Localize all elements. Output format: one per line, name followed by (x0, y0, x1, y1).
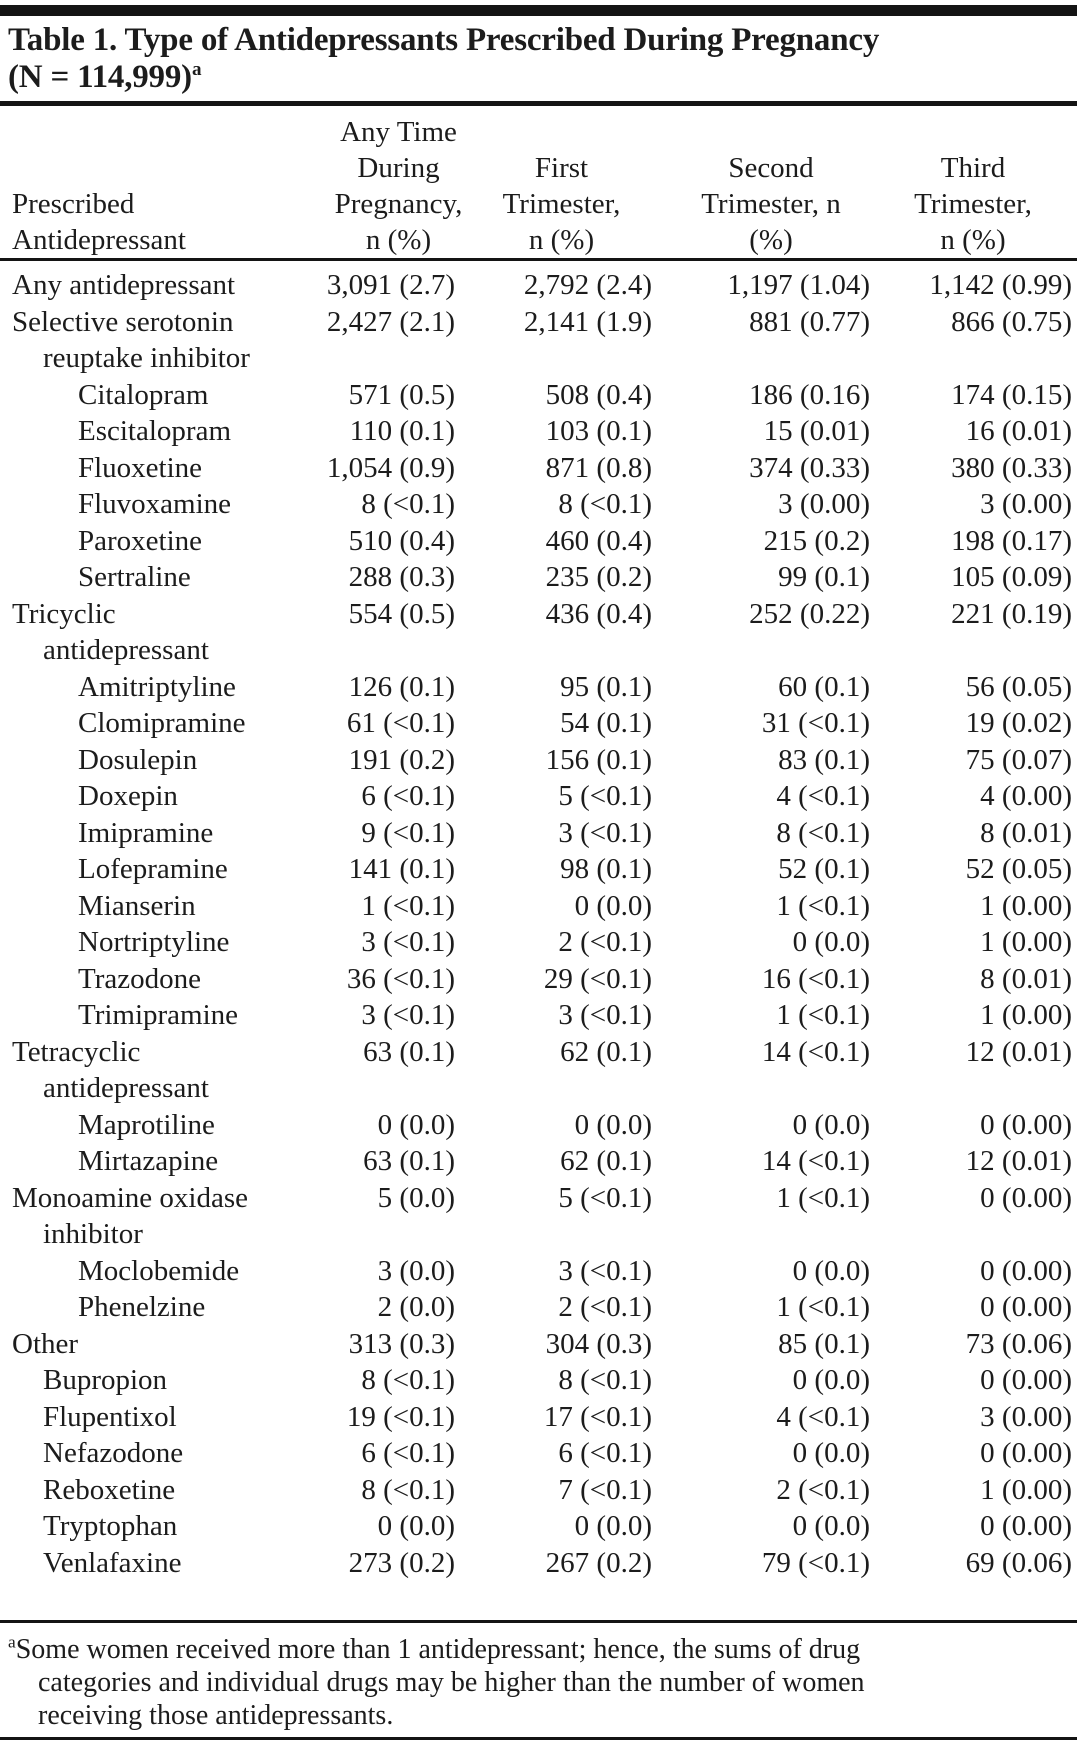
column-header-line: Pregnancy, (334, 188, 463, 220)
value-cell: 313 (0.3) (348, 1327, 455, 1360)
table-title-note-marker: a (191, 59, 202, 80)
column-header-line: Trimester, (502, 188, 621, 220)
drug-label: Mianserin (78, 889, 196, 922)
table-title-line2: (N = 114,999) (8, 59, 192, 95)
value-cell: 29 (<0.1) (543, 962, 652, 995)
value-cell: 0 (0.0) (574, 889, 652, 922)
drug-label-cell (0, 742, 270, 779)
value-cell: 4 (<0.1) (776, 780, 870, 812)
column-header-line: Prescribed (12, 188, 135, 220)
table-title (8, 22, 1068, 96)
drug-label: Maprotiline (78, 1108, 215, 1141)
table-row (0, 1107, 1077, 1144)
column-header-line: Trimester, n (701, 188, 841, 220)
value-cell: 0 (0.00) (980, 1510, 1072, 1542)
value-cell: 8 (<0.1) (558, 1364, 652, 1396)
value-cell: 191 (0.2) (348, 743, 455, 776)
drug-label: Clomipramine (78, 707, 246, 739)
body-divider-rule (0, 1620, 1077, 1623)
value-cell: 31 (<0.1) (761, 707, 870, 739)
drug-label-cell (0, 669, 270, 706)
drug-label-cell (0, 815, 270, 852)
drug-label: Moclobemide (78, 1254, 240, 1287)
value-cell: 1 (0.00) (980, 889, 1072, 922)
table-row (0, 705, 1077, 742)
value-cell: 156 (0.1) (545, 743, 652, 776)
drug-label: Nortriptyline (78, 926, 230, 958)
value-cell: 510 (0.4) (348, 524, 455, 557)
value-cell: 0 (0.00) (980, 1437, 1072, 1469)
drug-label-cell (0, 1143, 270, 1180)
value-cell: 0 (0.0) (792, 1364, 870, 1396)
table-row (0, 888, 1077, 925)
drug-label-cell (0, 1399, 270, 1436)
drug-label-cell (0, 1180, 270, 1253)
drug-label-cell (0, 1107, 270, 1144)
value-cell: 6 (<0.1) (361, 780, 455, 812)
drug-label: Bupropion (43, 1364, 168, 1396)
value-cell: 19 (<0.1) (346, 1400, 455, 1433)
drug-label: Escitalopram (78, 415, 232, 447)
value-cell: 1 (<0.1) (776, 1181, 870, 1214)
value-cell: 881 (0.77) (749, 305, 870, 338)
value-cell: 4 (<0.1) (776, 1400, 870, 1433)
value-cell: 8 (0.01) (980, 962, 1072, 995)
drug-label-cell (0, 413, 270, 450)
value-cell: 3 (0.0) (377, 1254, 455, 1287)
value-cell: 103 (0.1) (545, 415, 652, 447)
value-cell: 61 (<0.1) (346, 707, 455, 739)
value-cell: 5 (<0.1) (558, 780, 652, 812)
value-cell: 1 (<0.1) (776, 889, 870, 922)
value-cell: 0 (0.0) (792, 1510, 870, 1542)
table-row (0, 669, 1077, 706)
value-cell: 8 (<0.1) (361, 488, 455, 520)
drug-label: Nefazodone (43, 1437, 184, 1469)
column-header-line: n (%) (365, 224, 432, 256)
value-cell: 14 (<0.1) (761, 1145, 870, 1177)
value-cell: 95 (0.1) (560, 670, 652, 703)
column-header-drug (0, 186, 270, 258)
value-cell: 12 (0.01) (965, 1035, 1072, 1068)
value-cell: 221 (0.19) (951, 597, 1072, 630)
table-body (0, 263, 1077, 1581)
value-cell: 267 (0.2) (545, 1546, 652, 1579)
table-row (0, 450, 1077, 487)
value-cell: 273 (0.2) (348, 1546, 455, 1579)
value-cell: 3 (<0.1) (361, 926, 455, 958)
header-divider-rule (0, 258, 1077, 261)
drug-label-cell (0, 523, 270, 560)
table-row (0, 924, 1077, 961)
value-cell: 1 (0.00) (980, 1473, 1072, 1506)
column-header-line: Antidepressant (12, 224, 186, 256)
value-cell: 0 (0.0) (574, 1108, 652, 1141)
value-cell: 36 (<0.1) (346, 962, 455, 995)
value-cell: 0 (0.00) (980, 1291, 1072, 1323)
table-row (0, 778, 1077, 815)
value-cell: 2 (0.0) (377, 1291, 455, 1323)
drug-label: Phenelzine (78, 1291, 206, 1323)
drug-label: Sertraline (78, 561, 191, 593)
value-cell: 16 (0.01) (965, 415, 1072, 447)
drug-label-cell (0, 961, 270, 998)
value-cell: 79 (<0.1) (761, 1546, 870, 1579)
drug-label-cell (0, 778, 270, 815)
value-cell: 460 (0.4) (545, 524, 652, 557)
value-cell: 63 (0.1) (363, 1035, 455, 1068)
drug-label: Dosulepin (78, 743, 198, 776)
drug-label-cell (0, 1472, 270, 1509)
table-row (0, 997, 1077, 1034)
drug-label-cell (0, 267, 270, 304)
value-cell: 8 (<0.1) (558, 488, 652, 520)
value-cell: 60 (0.1) (778, 670, 870, 703)
value-cell: 62 (0.1) (560, 1035, 652, 1068)
drug-label-cell (0, 596, 270, 669)
drug-label-wrap-line: antidepressant (43, 1072, 209, 1104)
table-row (0, 523, 1077, 560)
value-cell: 3 (0.00) (980, 488, 1072, 520)
column-header-line: Third (940, 152, 1006, 184)
value-cell: 12 (0.01) (965, 1145, 1072, 1177)
value-cell: 2,792 (2.4) (523, 269, 652, 301)
column-header-line: (%) (749, 224, 793, 256)
bottom-border-rule (0, 1737, 1077, 1740)
drug-label-cell (0, 377, 270, 414)
value-cell: 3 (<0.1) (558, 1254, 652, 1287)
value-cell: 554 (0.5) (348, 597, 455, 630)
top-border-bar (0, 5, 1077, 16)
table-row (0, 1253, 1077, 1290)
drug-label-cell (0, 1253, 270, 1290)
value-cell: 1 (<0.1) (776, 1291, 870, 1323)
value-cell: 508 (0.4) (545, 378, 652, 411)
table-row (0, 742, 1077, 779)
value-cell: 1 (0.00) (980, 999, 1072, 1031)
column-header-third (872, 150, 1074, 258)
drug-label: Flupentixol (43, 1400, 177, 1433)
value-cell: 374 (0.33) (749, 451, 870, 484)
drug-label: Tryptophan (43, 1510, 178, 1542)
value-cell: 1,054 (0.9) (326, 451, 455, 484)
value-cell: 436 (0.4) (545, 597, 652, 630)
drug-label-cell (0, 1034, 270, 1107)
value-cell: 52 (0.05) (965, 853, 1072, 885)
table-row (0, 1289, 1077, 1326)
title-divider-rule (0, 101, 1077, 106)
value-cell: 1 (0.00) (980, 926, 1072, 958)
value-cell: 0 (0.0) (792, 1108, 870, 1141)
value-cell: 2 (<0.1) (558, 1291, 652, 1323)
value-cell: 3 (0.00) (980, 1400, 1072, 1433)
value-cell: 215 (0.2) (763, 524, 870, 557)
value-cell: 8 (<0.1) (361, 1364, 455, 1396)
table-row (0, 1034, 1077, 1107)
table-row (0, 596, 1077, 669)
value-cell: 3 (<0.1) (361, 999, 455, 1031)
drug-label-cell (0, 1289, 270, 1326)
value-cell: 8 (<0.1) (776, 816, 870, 849)
value-cell: 85 (0.1) (778, 1327, 870, 1360)
value-cell: 2,141 (1.9) (523, 305, 652, 338)
value-cell: 126 (0.1) (348, 670, 455, 703)
drug-label: Doxepin (78, 780, 178, 812)
value-cell: 235 (0.2) (545, 561, 652, 593)
value-cell: 871 (0.8) (545, 451, 652, 484)
value-cell: 3 (<0.1) (558, 999, 652, 1031)
table-row (0, 267, 1077, 304)
value-cell: 54 (0.1) (560, 707, 652, 739)
footnote-marker: a (8, 1632, 16, 1652)
drug-label-cell (0, 486, 270, 523)
column-header-line: n (%) (528, 224, 595, 256)
value-cell: 0 (0.0) (792, 926, 870, 958)
value-cell: 0 (0.00) (980, 1108, 1072, 1141)
value-cell: 6 (<0.1) (361, 1437, 455, 1469)
value-cell: 1,142 (0.99) (929, 269, 1072, 301)
drug-label-wrap-line: reuptake inhibitor (43, 342, 250, 374)
drug-label: Fluoxetine (78, 451, 203, 484)
value-cell: 0 (0.0) (377, 1108, 455, 1141)
drug-label-cell (0, 1435, 270, 1472)
value-cell: 3 (0.00) (778, 488, 870, 520)
column-header-line: Any Time (340, 116, 457, 148)
value-cell: 8 (0.01) (980, 816, 1072, 849)
value-cell: 0 (0.0) (792, 1437, 870, 1469)
value-cell: 17 (<0.1) (543, 1400, 652, 1433)
value-cell: 98 (0.1) (560, 853, 652, 885)
footnote-line: categories and individual drugs may be higher than the number of women (38, 1667, 865, 1698)
column-header-line: Trimester, (914, 188, 1032, 220)
drug-label: Other (12, 1327, 79, 1360)
table-row (0, 413, 1077, 450)
value-cell: 174 (0.15) (951, 378, 1072, 411)
drug-label-cell (0, 851, 270, 888)
value-cell: 63 (0.1) (363, 1145, 455, 1177)
footnote-text (0, 1633, 1070, 1732)
drug-label: Amitriptyline (78, 670, 236, 703)
value-cell: 7 (<0.1) (558, 1473, 652, 1506)
value-cell: 252 (0.22) (749, 597, 870, 630)
value-cell: 105 (0.09) (951, 561, 1072, 593)
drug-label-cell (0, 888, 270, 925)
drug-label: Selective serotonin (12, 305, 234, 338)
drug-label-cell (0, 924, 270, 961)
drug-label-cell (0, 1362, 270, 1399)
value-cell: 198 (0.17) (951, 524, 1072, 557)
value-cell: 5 (0.0) (377, 1181, 455, 1214)
table-row (0, 961, 1077, 998)
value-cell: 56 (0.05) (965, 670, 1072, 703)
table-row (0, 1399, 1077, 1436)
value-cell: 4 (0.00) (980, 780, 1072, 812)
value-cell: 15 (0.01) (763, 415, 870, 447)
table-row (0, 1326, 1077, 1363)
value-cell: 186 (0.16) (749, 378, 870, 411)
table-row (0, 815, 1077, 852)
drug-label: Citalopram (78, 378, 209, 411)
value-cell: 16 (<0.1) (761, 962, 870, 995)
value-cell: 2,427 (2.1) (326, 305, 455, 338)
value-cell: 0 (0.00) (980, 1364, 1072, 1396)
value-cell: 75 (0.07) (965, 743, 1072, 776)
drug-label: Mirtazapine (78, 1145, 219, 1177)
value-cell: 2 (<0.1) (558, 926, 652, 958)
column-header-second (662, 150, 880, 258)
value-cell: 8 (<0.1) (361, 1473, 455, 1506)
value-cell: 3,091 (2.7) (326, 269, 455, 301)
column-header-line: During (357, 152, 440, 184)
value-cell: 141 (0.1) (348, 853, 455, 885)
value-cell: 6 (<0.1) (558, 1437, 652, 1469)
table-row (0, 851, 1077, 888)
drug-label-cell (0, 1545, 270, 1582)
column-header-line: Second (728, 152, 814, 184)
drug-label-cell (0, 997, 270, 1034)
drug-label: Trazodone (78, 962, 201, 995)
value-cell: 1,197 (1.04) (727, 269, 870, 301)
value-cell: 3 (<0.1) (558, 816, 652, 849)
value-cell: 83 (0.1) (778, 743, 870, 776)
column-header-line: n (%) (940, 224, 1006, 256)
drug-label: Venlafaxine (43, 1546, 182, 1579)
value-cell: 0 (0.00) (980, 1254, 1072, 1287)
drug-label: Monoamine oxidase (12, 1181, 248, 1214)
value-cell: 1 (<0.1) (776, 999, 870, 1031)
value-cell: 288 (0.3) (348, 561, 455, 593)
table-row (0, 1545, 1077, 1582)
drug-label-cell (0, 450, 270, 487)
value-cell: 0 (0.0) (377, 1510, 455, 1542)
value-cell: 69 (0.06) (965, 1546, 1072, 1579)
value-cell: 62 (0.1) (560, 1145, 652, 1177)
value-cell: 304 (0.3) (545, 1327, 652, 1360)
drug-label-cell (0, 1508, 270, 1545)
value-cell: 19 (0.02) (965, 707, 1072, 739)
table-row (0, 1508, 1077, 1545)
drug-label: Any antidepressant (12, 269, 236, 301)
table-row (0, 304, 1077, 377)
drug-label-cell (0, 304, 270, 377)
footnote-line: receiving those antidepressants. (38, 1700, 394, 1731)
drug-label: Lofepramine (78, 853, 228, 885)
table-row (0, 559, 1077, 596)
value-cell: 110 (0.1) (349, 415, 455, 447)
value-cell: 99 (0.1) (778, 561, 870, 593)
value-cell: 0 (0.0) (792, 1254, 870, 1287)
table-row (0, 377, 1077, 414)
table-row (0, 1472, 1077, 1509)
value-cell: 14 (<0.1) (761, 1035, 870, 1068)
value-cell: 1 (<0.1) (361, 889, 455, 922)
drug-label: Tetracyclic (12, 1035, 141, 1068)
drug-label-cell (0, 1326, 270, 1363)
value-cell: 73 (0.06) (965, 1327, 1072, 1360)
table-row (0, 1180, 1077, 1253)
drug-label-cell (0, 559, 270, 596)
column-header-line: First (534, 152, 589, 184)
value-cell: 380 (0.33) (951, 451, 1072, 484)
drug-label: Paroxetine (78, 524, 203, 557)
value-cell: 571 (0.5) (348, 378, 455, 411)
column-header-first (463, 150, 660, 258)
table-row (0, 486, 1077, 523)
value-cell: 52 (0.1) (778, 853, 870, 885)
drug-label-wrap-line: inhibitor (43, 1218, 143, 1250)
value-cell: 866 (0.75) (951, 305, 1072, 338)
table-row (0, 1143, 1077, 1180)
value-cell: 2 (<0.1) (776, 1473, 870, 1506)
drug-label: Fluvoxamine (78, 488, 232, 520)
drug-label-wrap-line: antidepressant (43, 634, 209, 666)
value-cell: 9 (<0.1) (361, 816, 455, 849)
value-cell: 0 (0.0) (574, 1510, 652, 1542)
drug-label-cell (0, 705, 270, 742)
table-row (0, 1362, 1077, 1399)
value-cell: 0 (0.00) (980, 1181, 1072, 1214)
drug-label: Trimipramine (78, 999, 239, 1031)
value-cell: 5 (<0.1) (558, 1181, 652, 1214)
drug-label: Reboxetine (43, 1473, 176, 1506)
table-row (0, 1435, 1077, 1472)
drug-label: Tricyclic (12, 597, 116, 630)
drug-label: Imipramine (78, 816, 214, 849)
table-title-line1: Table 1. Type of Antidepressants Prescribed During Pregnancy (8, 22, 880, 58)
table-header (0, 108, 1077, 258)
footnote-line: $^a$Some women received more than 1 antidepressant; hence, the sums of drug (8, 1632, 861, 1665)
